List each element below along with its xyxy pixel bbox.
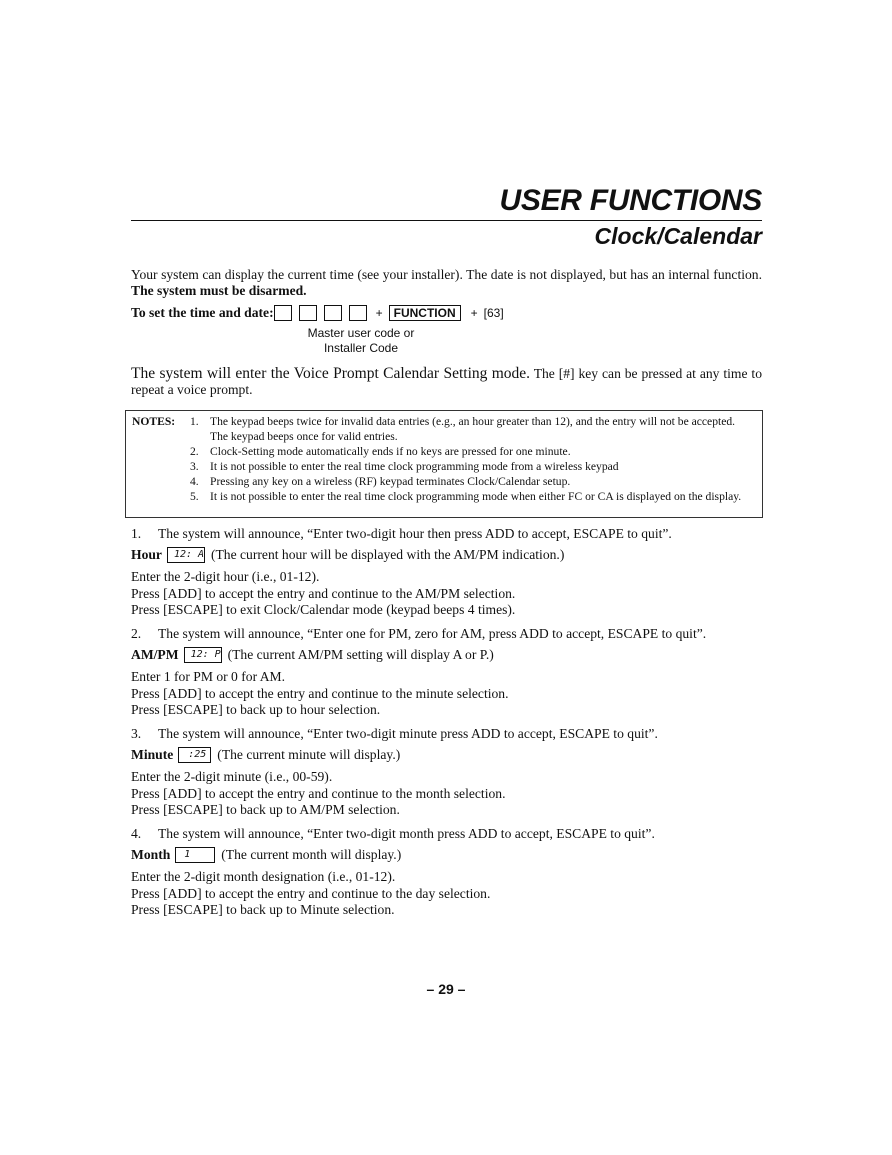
step-minute-instructions: [131, 769, 505, 819]
step-minute-display-row: [131, 746, 400, 764]
note-number: 4.: [190, 475, 199, 488]
section-title: USER FUNCTIONS: [499, 184, 762, 217]
intro-text: Your system can display the current time (see your installer). The date is not displayed, but has an internal function.: [131, 267, 762, 282]
display-note: (The current month will display.): [221, 847, 402, 862]
field-label: Hour: [131, 547, 162, 562]
plus-sign: +: [470, 306, 478, 320]
instruction-line: Press [ADD] to accept the entry and continue to the minute selection.: [131, 685, 509, 701]
step-announce-text: The system will announce, “Enter two-digit month press ADD to accept, ESCAPE to quit”.: [158, 826, 655, 841]
instruction-line: Enter 1 for PM or 0 for AM.: [131, 669, 286, 684]
keypad-display: 12: A: [167, 547, 205, 563]
step-number: 3.: [131, 726, 142, 741]
step-hour-announce: [131, 526, 762, 542]
note-text: Clock-Setting mode automatically ends if no keys are pressed for one minute.: [210, 445, 571, 458]
instruction-line: Enter the 2-digit hour (i.e., 01-12).: [131, 569, 320, 584]
keypad-display: 12: P: [184, 647, 222, 663]
title-rule: [131, 220, 762, 221]
intro-bold-warning: The system must be disarmed.: [131, 283, 307, 298]
field-label: AM/PM: [131, 647, 179, 662]
note-text: It is not possible to enter the real time clock programming mode from a wireless keypad: [210, 460, 619, 473]
field-label: Month: [131, 847, 171, 862]
step-announce-text: The system will announce, “Enter one for PM, zero for AM, press ADD to accept, ESCAPE to quit”.: [158, 626, 707, 641]
step-announce-text: The system will announce, “Enter two-digit minute press ADD to accept, ESCAPE to quit”.: [158, 726, 658, 741]
code-caption-line: Master user code or: [307, 326, 415, 340]
instruction-line: Enter the 2-digit month designation (i.e., 01-12).: [131, 869, 396, 884]
keypad-display: 1: [175, 847, 215, 863]
note-text: The keypad beeps twice for invalid data entries (e.g., an hour greater than 12), and the entry will not be accepted. The keypad beeps once for valid entries.: [210, 415, 736, 443]
note-number: 5.: [190, 490, 199, 503]
intro-paragraph: [131, 267, 762, 299]
instruction-line: Press [ESCAPE] to back up to AM/PM selection.: [131, 802, 400, 817]
note-number: 3.: [190, 460, 199, 473]
step-number: 4.: [131, 826, 142, 841]
instruction-line: Press [ADD] to accept the entry and continue to the month selection.: [131, 785, 506, 801]
step-announce-text: The system will announce, “Enter two-digit hour then press ADD to accept, ESCAPE to quit”.: [158, 526, 672, 541]
set-time-label: To set the time and date:: [131, 305, 274, 320]
code-digit-box: [299, 305, 317, 321]
keypad-display: :25: [178, 747, 211, 763]
instruction-line: Press [ESCAPE] to exit Clock/Calendar mode (keypad beeps 4 times).: [131, 602, 516, 617]
step-ampm-display-row: [131, 646, 494, 664]
note-item: [187, 489, 754, 504]
function-code: [63]: [483, 306, 504, 320]
step-number: 1.: [131, 526, 142, 541]
step-hour-instructions: [131, 569, 515, 619]
instruction-line: Enter the 2-digit minute (i.e., 00-59).: [131, 769, 333, 784]
set-time-sequence: [131, 303, 504, 323]
plus-sign: +: [375, 306, 383, 320]
code-caption: [291, 326, 431, 356]
step-ampm-announce: [131, 626, 762, 642]
note-number: 2.: [190, 445, 199, 458]
note-item: [187, 444, 754, 459]
note-item: [187, 459, 754, 474]
voice-rest: The [#] key can be pressed at any time to repeat a voice prompt.: [131, 366, 762, 397]
note-item: [187, 414, 754, 444]
step-month-instructions: [131, 869, 490, 919]
step-month-display-row: [131, 846, 401, 864]
code-caption-line: Installer Code: [323, 341, 399, 355]
display-note: (The current AM/PM setting will display A or P.): [227, 647, 494, 662]
field-label: Minute: [131, 747, 174, 762]
function-key: FUNCTION: [389, 305, 461, 321]
step-ampm-instructions: [131, 669, 509, 719]
display-note: (The current minute will display.): [217, 747, 401, 762]
instruction-line: Press [ADD] to accept the entry and continue to the day selection.: [131, 885, 491, 901]
step-number: 2.: [131, 626, 142, 641]
step-month-announce: [131, 826, 762, 842]
note-item: [187, 474, 754, 489]
code-digit-box: [349, 305, 367, 321]
code-digit-box: [324, 305, 342, 321]
step-minute-announce: [131, 726, 762, 742]
code-digit-box: [274, 305, 292, 321]
notes-label: NOTES:: [132, 415, 176, 428]
voice-lead: The system will enter the Voice Prompt Calendar Setting mode.: [131, 365, 531, 382]
display-note: (The current hour will be displayed with the AM/PM indication.): [210, 547, 565, 562]
note-text: Pressing any key on a wireless (RF) keypad terminates Clock/Calendar setup.: [210, 475, 571, 488]
note-number: 1.: [190, 415, 199, 428]
instruction-line: Press [ADD] to accept the entry and continue to the AM/PM selection.: [131, 585, 516, 601]
note-text: It is not possible to enter the real time clock programming mode when either FC or CA is displayed on the display.: [210, 490, 742, 503]
voice-prompt-paragraph: [131, 366, 762, 398]
step-hour-display-row: [131, 546, 564, 564]
section-subtitle: Clock/Calendar: [594, 223, 762, 249]
notes-box: [125, 410, 763, 518]
notes-list: [132, 414, 754, 504]
page-number: – 29 –: [426, 981, 466, 997]
instruction-line: Press [ESCAPE] to back up to Minute selection.: [131, 902, 395, 917]
instruction-line: Press [ESCAPE] to back up to hour selection.: [131, 702, 381, 717]
